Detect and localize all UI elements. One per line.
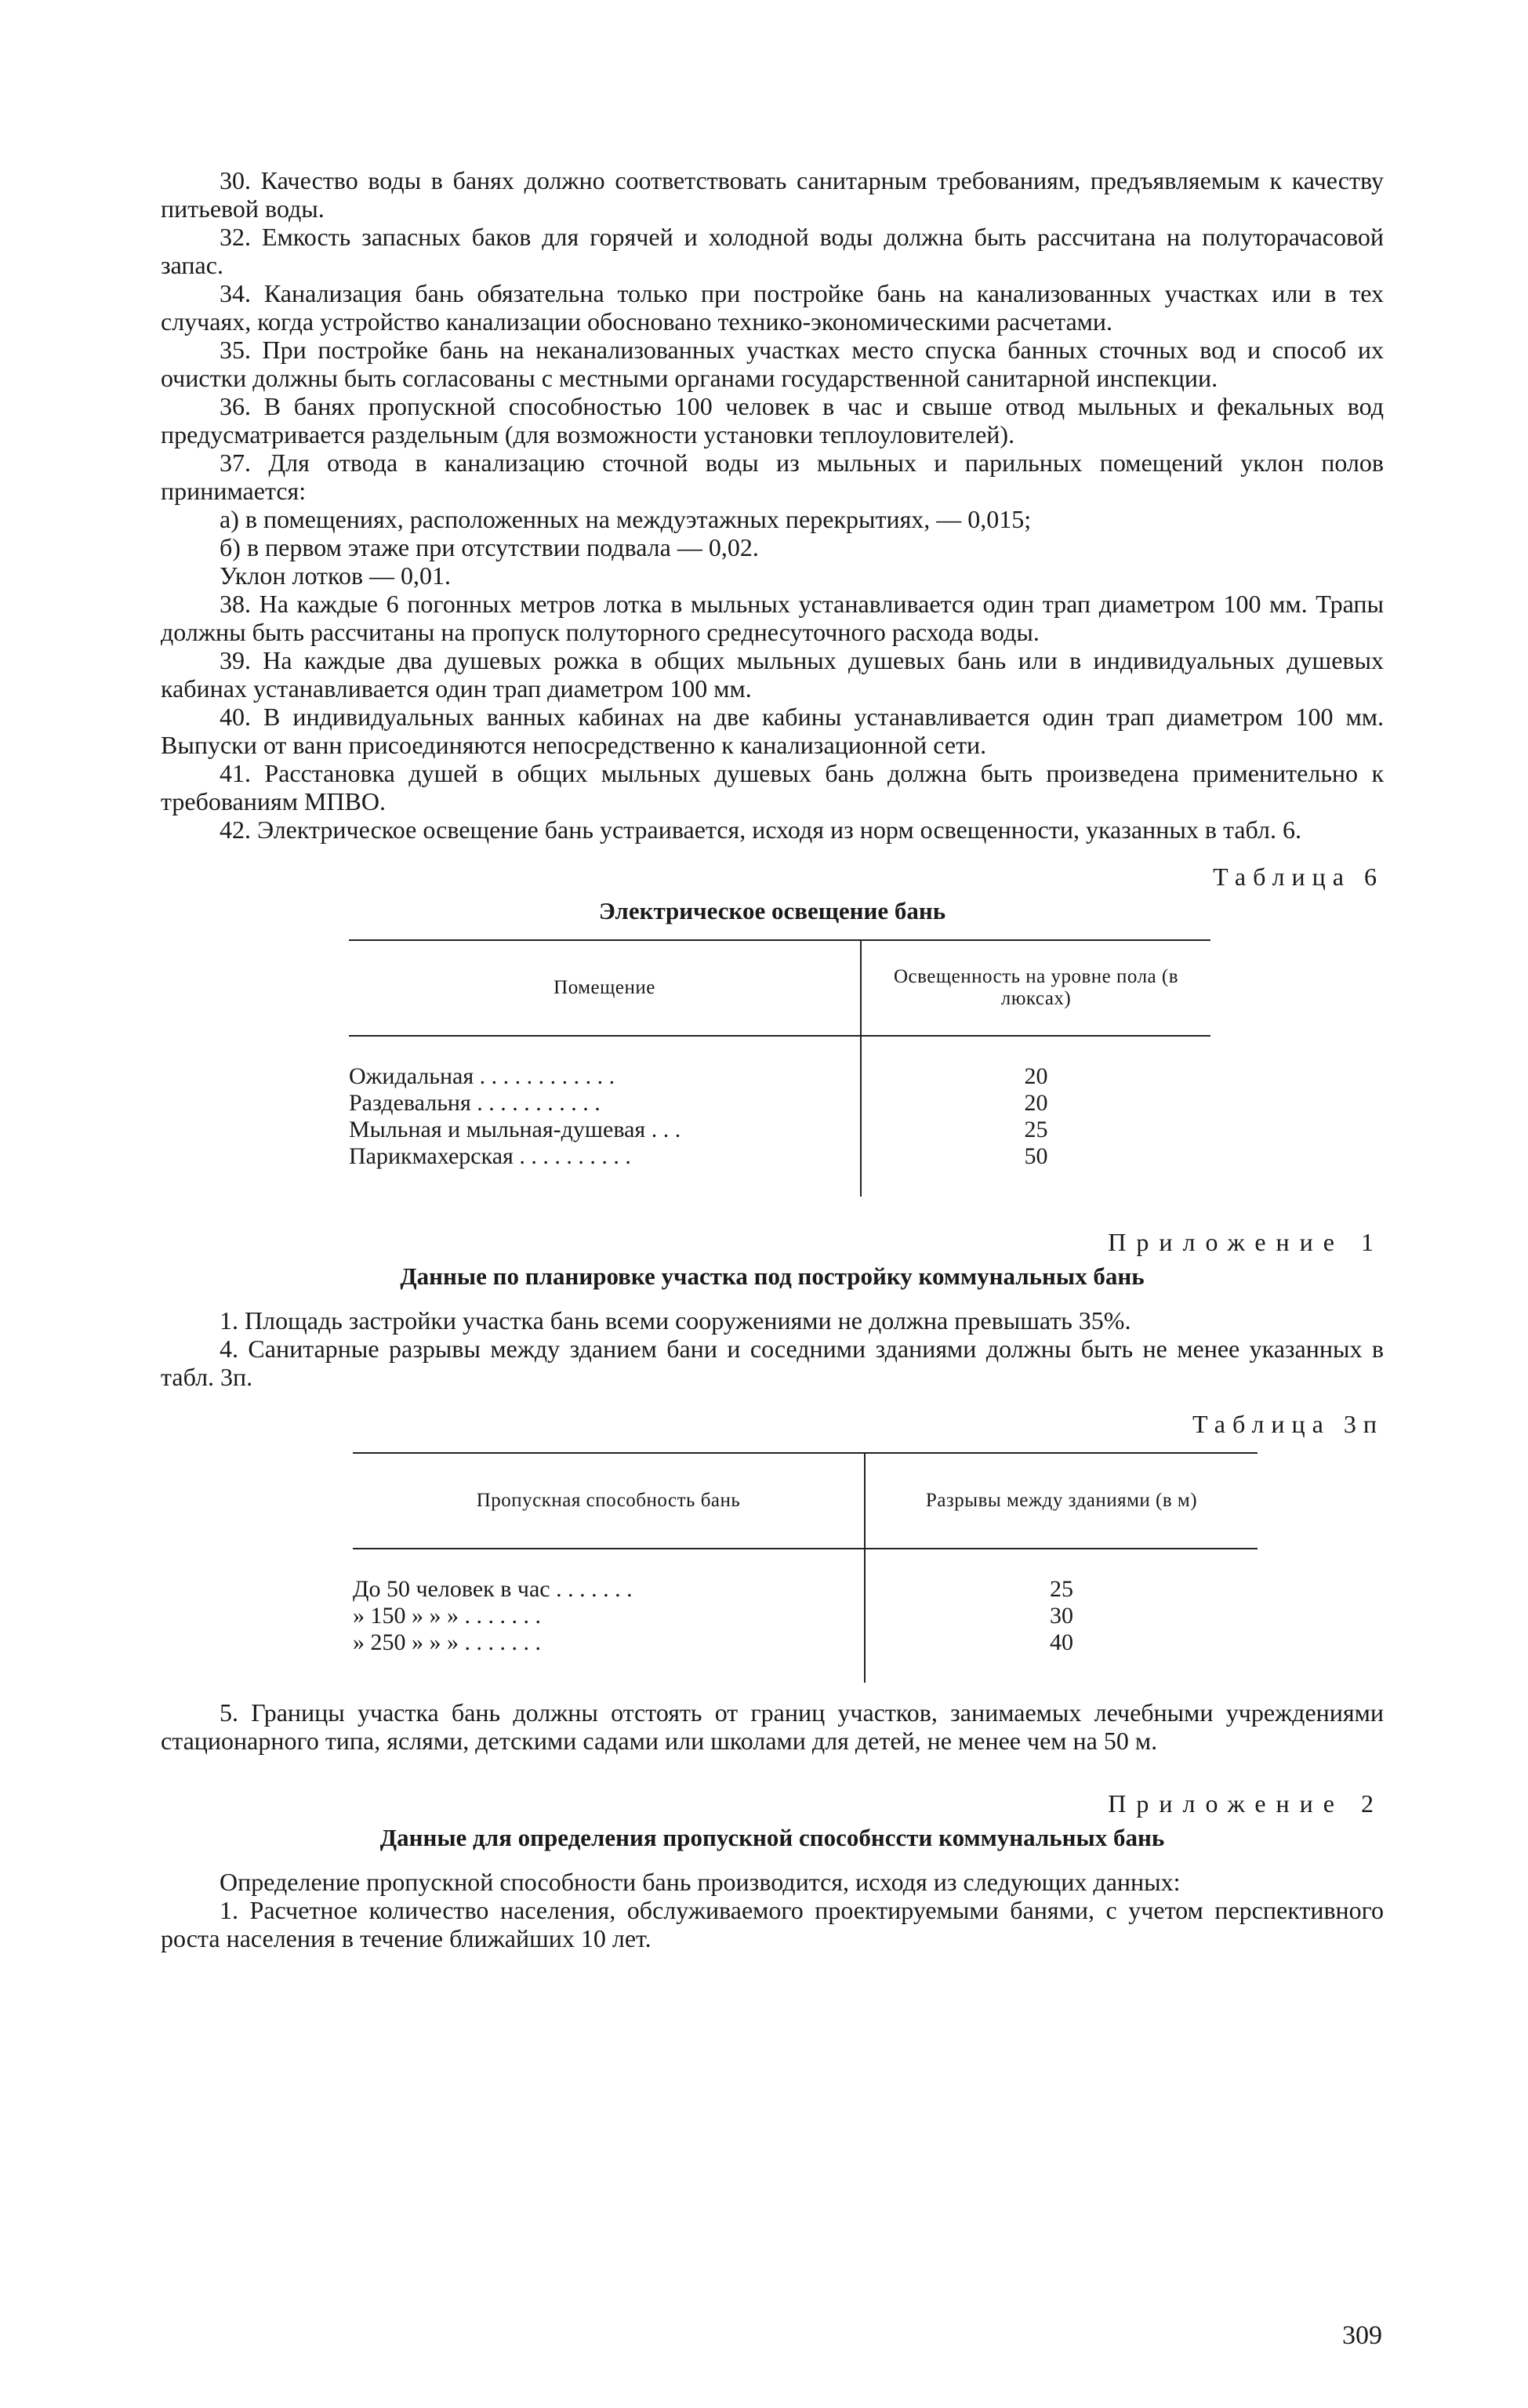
- paragraph-36: 36. В банях пропускной способностью 100 человек в час и свыше отвод мыльных и фекальных вод предусматривается раздельным (для возможности установки теплоуловителей).: [161, 392, 1384, 449]
- table6-cell-room: Парикмахерская . . . . . . . . . .: [349, 1143, 861, 1197]
- table3p-cell-value: 25: [1050, 1576, 1073, 1602]
- appendix1-title: Данные по планировке участка под постройку коммунальных бань: [400, 1262, 1145, 1290]
- appendix1-label: Приложение 1: [1108, 1228, 1384, 1256]
- paragraph-30: 30. Качество воды в банях должно соответствовать санитарным требованиям, предъявляемым к качеству питьевой воды.: [161, 166, 1384, 223]
- appendix2-paragraph-intro: Определение пропускной способности бань производится, исходя из следующих данных:: [220, 1868, 1181, 1896]
- table-row: [353, 1549, 1258, 1603]
- table6-cell-value: 20: [1024, 1063, 1048, 1089]
- table-row: [353, 1629, 1258, 1683]
- paragraph-39: 39. На каждые два душевых рожка в общих мыльных душевых бань или в индивидуальных душевых кабинах устанавливается один трап диаметром 100 мм.: [161, 646, 1384, 703]
- paragraph-38: 38. На каждые 6 погонных метров лотка в мыльных устанавливается один трап диаметром 100 мм. Трапы должны быть рассчитаны на пропуск полуторного среднесуточного расхода воды.: [161, 590, 1384, 646]
- paragraph-42: 42. Электрическое освещение бань устраивается, исходя из норм освещенности, указанных в табл. 6.: [220, 815, 1301, 844]
- table-row: [349, 1036, 1210, 1090]
- table-row: [349, 1117, 1210, 1143]
- paragraph-32: 32. Емкость запасных баков для горячей и холодной воды должна быть рассчитана на полуторачасовой запас.: [161, 223, 1384, 279]
- table6-cell-value: 25: [1024, 1117, 1048, 1142]
- table3p-cell-capacity: До 50 человек в час . . . . . . .: [353, 1549, 865, 1603]
- table3p-cell-capacity: » 250 » » » . . . . . . .: [353, 1629, 865, 1683]
- appendix2-label: Приложение 2: [1108, 1789, 1384, 1818]
- table-row: [349, 1143, 1210, 1197]
- table-row: [353, 1603, 1258, 1629]
- table6-col1-header: Помещение: [349, 940, 861, 1036]
- table-row: [349, 1090, 1210, 1117]
- appendix1-paragraph-4: 4. Санитарные разрывы между зданием бани и соседними зданиями должны быть не менее указанных в табл. 3п.: [161, 1335, 1384, 1391]
- table6-cell-room: Раздевальня . . . . . . . . . . .: [349, 1090, 861, 1117]
- table3p-cell-value: 30: [1050, 1603, 1073, 1629]
- table3p-col2-header: Разрывы между зданиями (в м): [865, 1453, 1258, 1549]
- table6-cell-value: 50: [1024, 1143, 1048, 1169]
- appendix2-title: Данные для определения пропускной способнсcти коммунальных бань: [379, 1824, 1165, 1851]
- paragraph-37a: а) в помещениях, расположенных на междуэтажных перекрытиях, — 0,015;: [220, 505, 1032, 533]
- paragraph-40: 40. В индивидуальных ванных кабинах на две кабины устанавливается один трап диаметром 100 мм. Выпуски от ванн присоединяются непосредственно к канализационной сети.: [161, 703, 1384, 759]
- table6-caption: Электрическое освещение бань: [598, 897, 946, 924]
- table3p-cell-value: 40: [1050, 1629, 1073, 1655]
- table3p-cell-capacity: » 150 » » » . . . . . . .: [353, 1603, 865, 1629]
- paragraph-slope: Уклон лотков — 0,01.: [220, 561, 452, 590]
- table3p-header: [353, 1453, 1258, 1549]
- paragraph-41: 41. Расстановка душей в общих мыльных душевых бань должна быть произведена применительно к требованиям МПВО.: [161, 759, 1384, 815]
- table6-cell-room: Ожидальная . . . . . . . . . . . .: [349, 1036, 861, 1090]
- table3p-label: Таблица 3п: [1192, 1410, 1384, 1438]
- table6: [349, 939, 1210, 1197]
- paragraph-35: 35. При постройке бань на неканализованных участках место спуска банных сточных вод и способ их очистки должны быть согласованы с местными органами государственной санитарной инспекции.: [161, 336, 1384, 392]
- table6-header: [349, 940, 1210, 1036]
- appendix1-paragraph-5: 5. Границы участка бань должны отстоять от границ участков, занимаемых лечебными учреждениями стационарного типа, яслями, детскими садами или школами для детей, не менее чем на 50 м.: [161, 1698, 1384, 1755]
- paragraph-34: 34. Канализация бань обязательна только при постройке бань на канализованных участках или в тех случаях, когда устройство канализации обосновано технико-экономическими расчетами.: [161, 279, 1384, 336]
- page-body: [161, 166, 1384, 1952]
- paragraph-37b: б) в первом этаже при отсутствии подвала — 0,02.: [220, 533, 759, 561]
- paragraph-37: 37. Для отвода в канализацию сточной воды из мыльных и парильных помещений уклон полов принимается:: [161, 449, 1384, 505]
- table3p-col1-header: Пропускная способность бань: [353, 1453, 865, 1549]
- table3p: [353, 1452, 1258, 1683]
- page-number: 309: [1342, 2321, 1382, 2350]
- appendix1-paragraph-1: 1. Площадь застройки участка бань всеми сооружениями не должна превышать 35%.: [220, 1306, 1131, 1335]
- appendix2-paragraph-1: 1. Расчетное количество населения, обслуживаемого проектируемыми банями, с учетом перспективного роста населения в течение ближайших 10 лет.: [161, 1896, 1384, 1952]
- table6-cell-room: Мыльная и мыльная-душевая . . .: [349, 1117, 861, 1143]
- table6-label: Таблица 6: [1213, 863, 1384, 891]
- table6-col2-header: Освещенность на уровне пола (в люксах): [861, 940, 1210, 1036]
- table6-cell-value: 20: [1024, 1090, 1048, 1116]
